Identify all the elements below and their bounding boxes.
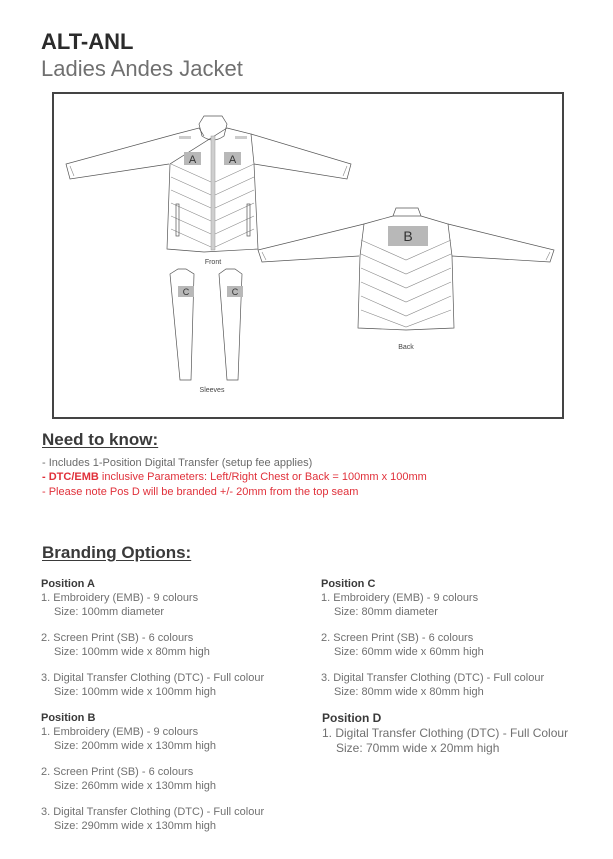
marker-b: B	[403, 228, 413, 244]
marker-a-left: A	[188, 154, 197, 166]
marker-a-right: A	[228, 154, 237, 166]
position-d-option-1	[322, 726, 568, 756]
option-size: Size: 200mm wide x 130mm high	[54, 740, 217, 752]
garment-diagram	[54, 94, 562, 417]
position-a-option-1	[41, 591, 264, 619]
position-b-option-1	[41, 725, 264, 753]
position-c-block	[321, 577, 544, 711]
need-to-know-line-2	[42, 471, 427, 483]
position-a-block	[41, 577, 264, 711]
option-method: 1. Embroidery (EMB) - 9 colours	[41, 726, 199, 738]
option-size: Size: 80mm diameter	[334, 606, 438, 618]
option-method: 3. Digital Transfer Clothing (DTC) - Full colour	[321, 672, 545, 684]
option-size: Size: 100mm wide x 80mm high	[54, 646, 210, 658]
marker-c-right: C	[231, 287, 239, 297]
option-size: Size: 260mm wide x 130mm high	[54, 780, 217, 792]
option-method: 1. Digital Transfer Clothing (DTC) - Full Colour	[322, 726, 569, 740]
position-c-option-1	[321, 591, 544, 619]
position-b-option-2	[41, 765, 264, 793]
back-jacket-icon	[258, 208, 554, 351]
front-jacket-icon	[66, 116, 351, 266]
option-method: 2. Screen Print (SB) - 6 colours	[41, 766, 194, 778]
option-method: 1. Embroidery (EMB) - 9 colours	[41, 592, 199, 604]
product-name: Ladies Andes Jacket	[41, 56, 243, 81]
option-size: Size: 60mm wide x 60mm high	[334, 646, 484, 658]
position-d-block	[322, 711, 568, 768]
option-size: Size: 80mm wide x 80mm high	[334, 686, 484, 698]
position-a-title: Position A	[41, 578, 95, 590]
option-method: 3. Digital Transfer Clothing (DTC) - Full colour	[41, 672, 265, 684]
position-a-option-2	[41, 631, 264, 659]
product-code: ALT-ANL	[41, 29, 134, 54]
option-method: 2. Screen Print (SB) - 6 colours	[41, 632, 194, 644]
position-b-title: Position B	[41, 712, 96, 724]
option-method: 3. Digital Transfer Clothing (DTC) - Full colour	[41, 806, 265, 818]
dtc-emb-text: inclusive Parameters: Left/Right Chest or Back = 100mm x 100mm	[98, 471, 427, 483]
option-method: 2. Screen Print (SB) - 6 colours	[321, 632, 474, 644]
position-b-option-3	[41, 805, 264, 833]
position-c-title: Position C	[321, 578, 376, 590]
sleeves-icon	[170, 269, 243, 394]
option-method: 1. Embroidery (EMB) - 9 colours	[321, 592, 479, 604]
branding-options-heading: Branding Options:	[42, 543, 192, 562]
marker-c-left: C	[182, 287, 190, 297]
option-size: Size: 100mm diameter	[54, 606, 165, 618]
need-to-know-heading: Need to know:	[42, 430, 159, 449]
position-a-option-3	[41, 671, 264, 699]
need-to-know-line-1: - Includes 1-Position Digital Transfer (setup fee applies)	[42, 457, 313, 469]
position-d-title: Position D	[322, 711, 382, 725]
option-size: Size: 70mm wide x 20mm high	[336, 741, 500, 755]
option-size: Size: 100mm wide x 100mm high	[54, 686, 217, 698]
position-c-option-3	[321, 671, 544, 699]
position-b-block	[41, 711, 264, 845]
front-caption: Front	[204, 259, 222, 266]
position-c-option-2	[321, 631, 544, 659]
sleeves-caption: Sleeves	[199, 387, 225, 394]
need-to-know-line-3: - Please note Pos D will be branded +/- 20mm from the top seam	[42, 486, 359, 498]
dtc-emb-prefix: - DTC/EMB	[42, 471, 99, 483]
back-caption: Back	[398, 344, 414, 351]
garment-diagram-frame	[52, 92, 564, 419]
option-size: Size: 290mm wide x 130mm high	[54, 820, 217, 832]
